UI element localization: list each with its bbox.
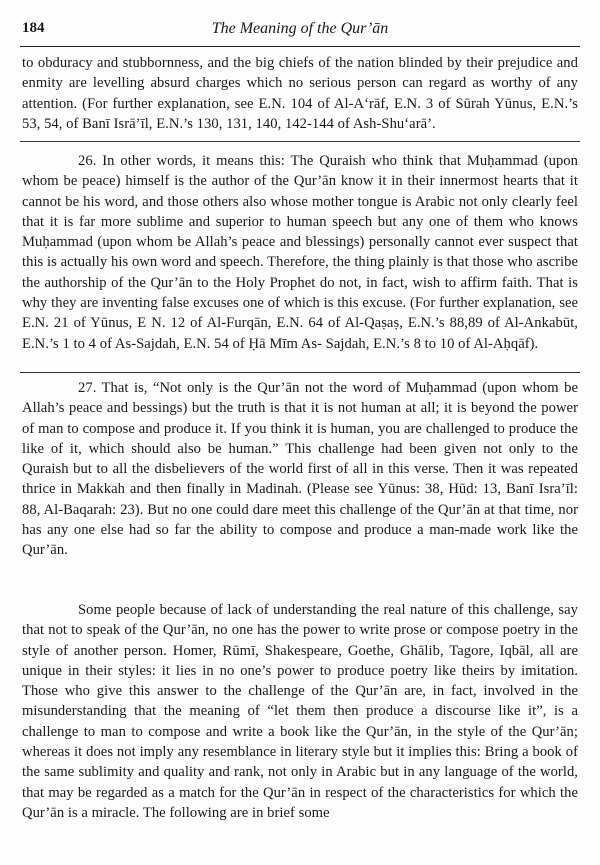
section-divider <box>20 372 580 373</box>
header-rule <box>20 46 580 47</box>
note-26-text: 26. In other words, it means this: The Quraish who think that Muḥammad (upon whom be peace) himself is the author of the Qur’ān know it in their innermost hearts that it cannot be his word, and those others also whose mother tongue is Arabic not only clearly feel that it is far more sublime and superior to human speech but any one of them who knows Muḥammad (upon whom be Allah’s peace and blessings) personally cannot ever suspect that this is actually his own word and speech. Therefore, the thing plainly is that those who ascribe the authorship of the Qur’ān to the Holy Prophet do not, in fact, wish to affirm faith. That is why they are inventing false excuses one of which is this excuse. (For further explanation, see E.N. 21 of Yūnus, E N. 12 of Al-Furqān, E.N. 64 of Al-Qaṣaṣ, E.N.’s 88,89 of Al-Ankabūt, E.N.’s 1 to 4 of As-Sajdah, E.N. 54 of Ḥā Mīm As- Sajdah, E.N.’s 8 to 10 of Al-Aḥqāf). <box>22 153 578 352</box>
note-27-text: 27. That is, “Not only is the Qur’ān not the word of Muḥammad (upon whom be Allah’s peace and bessings) but the truth is that it is not human at all; it is beyond the power of man to compose and produce it. If you think it is human, you are challenged to produce the like of it, which should also be human.” This challenge had been given not only to the Quraish but to all the disbelievers of the world first of all in this verse. Then it was repeated thrice in Makkah and then finally in Madinah. (Please see Yūnus: 38, Hūd: 13, Banī Isra’īl: 88, Al-Baqarah: 23). But no one could dare meet this challenge of the Qur’ān at that time, nor has any one else had so far the ability to compose and produce a man-made work like the Qur’ān. <box>22 380 578 559</box>
challenge-discussion-paragraph <box>22 600 578 823</box>
continuation-paragraph <box>22 53 578 134</box>
page-number: 184 <box>22 20 45 36</box>
paragraph-text: to obduracy and stubbornness, and the big chiefs of the nation blinded by their prejudice and enmity are levelling absurd charges which no serious person can regard as worthy of any attention. (For further explanation, see E.N. 104 of Al-A‘rāf, E.N. 3 of Sūrah Yūnus, E.N.’s 53, 54, of Banī Isrā’īl, E.N.’s 130, 131, 140, 142-144 of Ash-Shu‘arā’. <box>22 55 578 132</box>
explanatory-note-26 <box>22 151 578 354</box>
running-title: The Meaning of the Qur’ān <box>211 20 389 37</box>
challenge-discussion-text: Some people because of lack of understanding the real nature of this challenge, say that not to speak of the Qur’ān, no one has the power to write prose or compose poetry in the style of another person. Homer, Rūmī, Shakespeare, Goethe, Ghālib, Tagore, Iqbāl, all are unique in their styles: it lies in no one’s power to produce poetry like theirs by imitation. Those who give this answer to the challenge of the Qur’ān are, in fact, involved in the misunderstanding that the meaning of “let them then produce a discourse like it”, is a challenge to man to compose and write a book like the Qur’ān, in the style of the Qur’ān; whereas it does not imply any resemblance in literary style but it implies this: Bring a book of the same sublimity and quality and rank, not only in Arabic but in any language of the world, that may be regarded as a match for the Qur’ān in respect of the characteristics for which the Qur’ān is a miracle. The following are in brief some <box>22 602 578 821</box>
page-header <box>22 20 578 44</box>
section-divider <box>20 141 580 142</box>
explanatory-note-27 <box>22 378 578 561</box>
